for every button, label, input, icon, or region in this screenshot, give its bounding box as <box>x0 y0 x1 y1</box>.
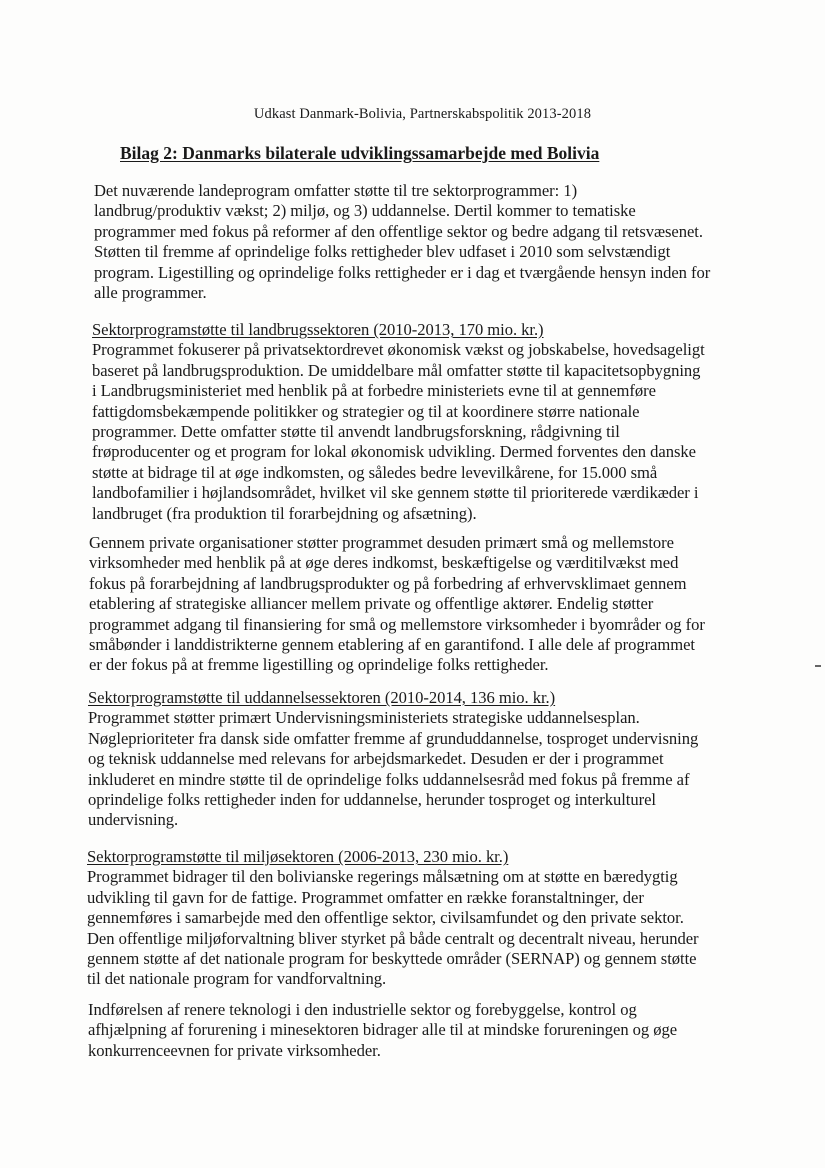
text-line: Indførelsen af renere teknologi i den industrielle sektor og forebyggelse, kontrol og <box>88 1000 637 1019</box>
section-heading: Sektorprogramstøtte til landbrugssektoren (2010-2013, 170 mio. kr.) <box>92 320 544 339</box>
text-line: småbønder i landdistrikterne gennem etablering af en garantifond. I alle dele af programmet <box>89 635 695 655</box>
text-line: landbofamilier i højlandsområdet, hvilket vil ske gennem støtte til prioriterede værdikæder i <box>92 483 699 503</box>
text-line: etablering af strategiske alliancer mellem private og offentlige aktører. Endelig støtter <box>89 594 654 614</box>
text-line: baseret på landbrugsproduktion. De umiddelbare mål omfatter støtte til kapacitetsopbygning <box>92 360 701 380</box>
private-organisations-paragraph <box>89 533 739 676</box>
text-line: gennem støtte af det nationale program for beskyttede områder (SERNAP) og gennem støtte <box>87 949 697 969</box>
text-line: program. Ligestilling og oprindelige folks rettigheder er i dag et tværgående hensyn inden for <box>94 262 711 282</box>
text-line: til det nationale program for vandforvaltning. <box>87 969 387 989</box>
text-line: Programmet støtter primært Undervisningsministeriets strategiske uddannelsesplan. <box>88 708 640 728</box>
text-line: Den offentlige miljøforvaltning bliver styrket på både centralt og decentralt niveau, herunder <box>87 928 699 948</box>
section-heading: Sektorprogramstøtte til miljøsektoren (2006-2013, 230 mio. kr.) <box>87 847 509 866</box>
text-line: er der fokus på at fremme ligestilling og oprindelige folks rettigheder. <box>89 655 549 675</box>
scan-edge-mark <box>815 665 821 667</box>
text-line: udvikling til gavn for de fattige. Programmet omfatter en række foranstaltninger, der <box>87 887 644 907</box>
section-heading: Sektorprogramstøtte til uddannelsessektoren (2010-2014, 136 mio. kr.) <box>88 688 556 707</box>
text-line: og teknisk uddannelse med relevans for arbejdsmarkedet. Desuden er der i programmet <box>88 749 664 769</box>
text-line: landbruget (fra produktion til forarbejdning og afsætning). <box>92 503 477 523</box>
section-agriculture <box>92 320 742 524</box>
text-line: oprindelige folks rettigheder inden for uddannelse, herunder tosproget og interkulturel <box>88 790 656 810</box>
text-line: fattigdomsbekæmpende politikker og strategier og til at koordinere større nationale <box>92 401 640 421</box>
document-header: Udkast Danmark-Bolivia, Partnerskabspolitik 2013-2018 <box>253 106 592 122</box>
text-line: konkurrenceevnen for private virksomheder. <box>88 1040 381 1060</box>
clean-technology-paragraph <box>88 1000 738 1061</box>
text-line: programmer med fokus på reformer af den offentlige sektor og bedre adgang til retsvæsenet. <box>94 221 703 241</box>
text-line: fokus på forarbejdning af landbrugsprodukter og på forbedring af erhvervsklimaet gennem <box>89 573 687 593</box>
text-line: Programmet bidrager til den bolivianske regerings målsætning om at støtte en bæredygtig <box>87 867 678 887</box>
section-education <box>88 688 738 831</box>
text-line: afhjælpning af forurening i minesektoren bidrager alle til at mindske forureningen og øge <box>88 1020 678 1040</box>
intro-paragraph <box>94 181 744 303</box>
text-line: Det nuværende landeprogram omfatter støtte til tre sektorprogrammer: 1) <box>94 181 578 200</box>
text-line: frøproducenter og et program for lokal økonomisk udvikling. Dermed forventes den danske <box>92 442 696 462</box>
section-body <box>88 708 738 830</box>
text-line: Nøgleprioriteter fra dansk side omfatter fremme af grunduddannelse, tosproget undervisning <box>88 728 699 748</box>
section-body <box>92 340 742 524</box>
section-body <box>87 867 737 989</box>
text-line: i Landbrugsministeriet med henblik på at forbedre ministeriets evne til at gennemføre <box>92 381 656 401</box>
text-line: virksomheder med henblik på at øge deres indkomst, beskæftigelse og værditilvækst med <box>89 553 679 573</box>
text-line: Støtten til fremme af oprindelige folks rettigheder blev udfaset i 2010 som selvstændigt <box>94 242 671 262</box>
text-line: støtte at bidrage til at øge indkomsten, og således bedre levevilkårene, for 15.000 små <box>92 462 658 482</box>
document-title: Bilag 2: Danmarks bilaterale udviklingssamarbejde med Bolivia <box>120 143 600 163</box>
text-line: programmer. Dette omfatter støtte til anvendt landbrugsforskning, rådgivning til <box>92 422 620 442</box>
text-line: alle programmer. <box>94 283 207 303</box>
text-line: Programmet fokuserer på privatsektordrevet økonomisk vækst og jobskabelse, hovedsageligt <box>92 340 705 360</box>
text-line: Gennem private organisationer støtter programmet desuden primært små og mellemstore <box>89 533 674 552</box>
section-environment <box>87 847 737 990</box>
text-line: inkluderet en mindre støtte til de oprindelige folks uddannelsesråd med fokus på fremme af <box>88 769 690 789</box>
text-line: gennemføres i samarbejde med den offentlige sektor, civilsamfundet og den private sektor. <box>87 908 684 928</box>
text-line: landbrug/produktiv vækst; 2) miljø, og 3) uddannelse. Dertil kommer to tematiske <box>94 201 636 221</box>
text-line: undervisning. <box>88 810 179 830</box>
text-line: programmet adgang til finansiering for små og mellemstore virksomheder i byområder og for <box>89 614 705 634</box>
